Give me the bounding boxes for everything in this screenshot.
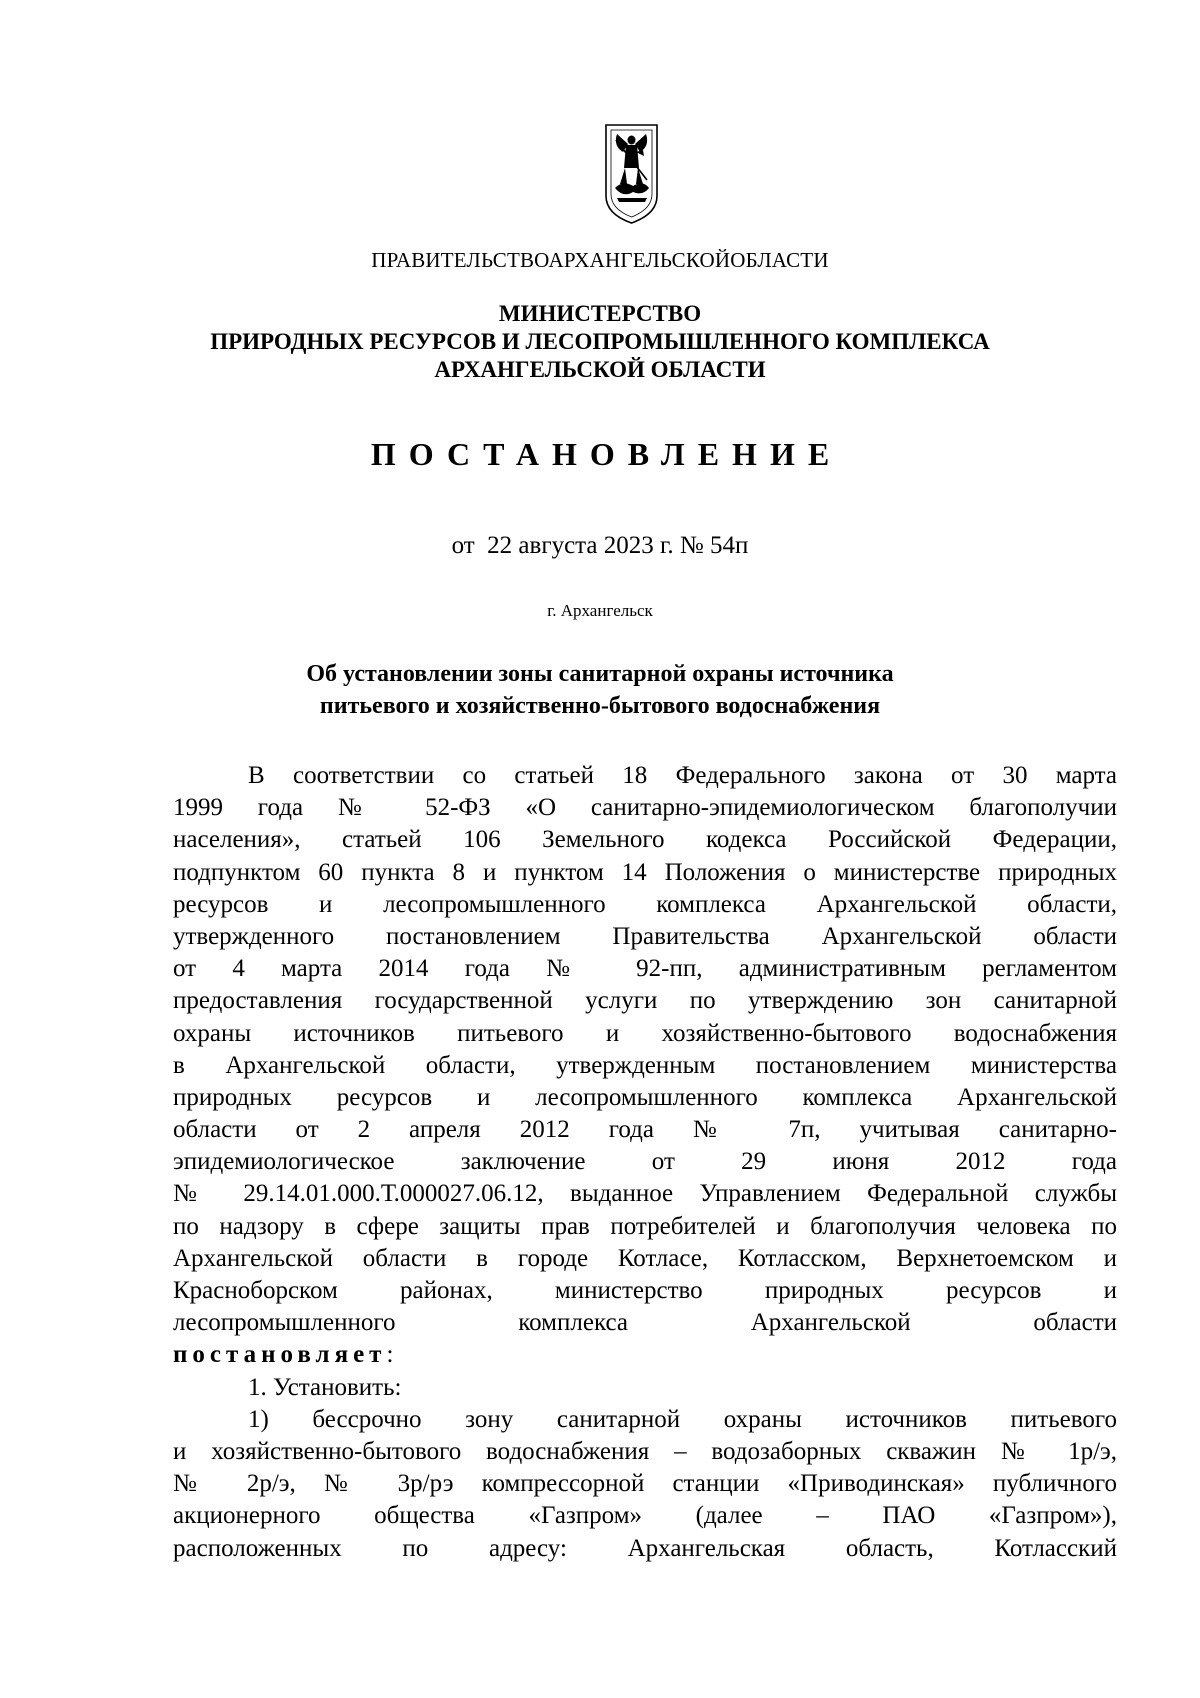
subitem-line: акционерного общества «Газпром» (далее – ПАО «Газпром»), bbox=[173, 1502, 1117, 1530]
preamble-line: в Архангельской области, утвержденным постановлением министерства bbox=[173, 1051, 1117, 1079]
arkhangelsk-coat-of-arms-icon bbox=[603, 122, 660, 226]
resolves-line bbox=[173, 1339, 1117, 1371]
preamble-line: населения», статьей 106 Земельного кодекса Российской Федерации, bbox=[173, 826, 1117, 854]
subitem-line: и хозяйственно-бытового водоснабжения – водозаборных скважин № 1р/э, bbox=[173, 1437, 1117, 1465]
subitem-line: 1) бессрочно зону санитарной охраны источников питьевого bbox=[248, 1405, 1117, 1433]
subitem-line: № 2р/э, № 3р/рэ компрессорной станции «Приводинская» публичного bbox=[173, 1470, 1117, 1498]
ministry-line: МИНИСТЕРСТВО bbox=[498, 301, 702, 326]
title-line: питьевого и хозяйственно-бытового водоснабжения bbox=[319, 693, 881, 719]
ministry-line: ПРИРОДНЫХ РЕСУРСОВ И ЛЕСОПРОМЫШЛЕННОГО КОМПЛЕКСА bbox=[210, 329, 990, 354]
preamble-line: В соответствии со статьей 18 Федерального закона от 30 марта bbox=[248, 762, 1117, 789]
preamble-line: предоставления государственной услуги по утверждению зон санитарной bbox=[173, 987, 1117, 1015]
document-title bbox=[0, 658, 1200, 722]
subitem-line: расположенных по адресу: Архангельская область, Котласский bbox=[173, 1534, 1117, 1562]
item-1: 1. Установить: bbox=[248, 1373, 402, 1401]
preamble-line: подпунктом 60 пункта 8 и пунктом 14 Положения о министерстве природных bbox=[173, 858, 1117, 886]
resolves-word: постановляет bbox=[173, 1341, 387, 1369]
preamble-line: от 4 марта 2014 года № 92-пп, административным регламентом bbox=[173, 955, 1117, 983]
preamble-line: области от 2 апреля 2012 года № 7п, учитывая санитарно- bbox=[173, 1116, 1117, 1144]
preamble-line: 1999 года № 52-ФЗ «О санитарно-эпидемиологическом благополучии bbox=[173, 794, 1117, 822]
preamble-line: эпидемиологическое заключение от 29 июня 2012 года bbox=[173, 1148, 1117, 1176]
preamble-line: по надзору в сфере защиты прав потребителей и благополучия человека по bbox=[173, 1212, 1117, 1240]
preamble-line: Архангельской области в городе Котласе, Котласском, Верхнетоемском и bbox=[173, 1244, 1117, 1272]
title-line: Об установлении зоны санитарной охраны источника bbox=[306, 661, 894, 687]
preamble-line: утвержденного постановлением Правительства Архангельской области bbox=[173, 922, 1117, 950]
preamble-line: № 29.14.01.000.Т.000027.06.12, выданное Управлением Федеральной службы bbox=[173, 1180, 1117, 1208]
resolves-colon: : bbox=[386, 1341, 394, 1369]
document-type: ПОСТАНОВЛЕНИЕ bbox=[370, 436, 843, 472]
preamble-line: лесопромышленного комплекса Архангельской области bbox=[173, 1309, 1117, 1337]
document-body bbox=[173, 760, 1117, 1565]
preamble-line: природных ресурсов и лесопромышленного комплекса Архангельской bbox=[173, 1083, 1117, 1111]
document-date-number: от 22 августа 2023 г. № 54п bbox=[451, 532, 749, 559]
ministry-line: АРХАНГЕЛЬСКОЙ ОБЛАСТИ bbox=[434, 357, 766, 382]
document-city: г. Архангельск bbox=[547, 601, 653, 620]
ministry-heading bbox=[0, 300, 1200, 384]
preamble-line: охраны источников питьевого и хозяйственно-бытового водоснабжения bbox=[173, 1019, 1117, 1047]
government-heading: ПРАВИТЕЛЬСТВОАРХАНГЕЛЬСКОЙОБЛАСТИ bbox=[371, 248, 829, 272]
preamble-line: ресурсов и лесопромышленного комплекса Архангельской области, bbox=[173, 890, 1117, 918]
preamble-line: Красноборском районах, министерство природных ресурсов и bbox=[173, 1277, 1117, 1304]
